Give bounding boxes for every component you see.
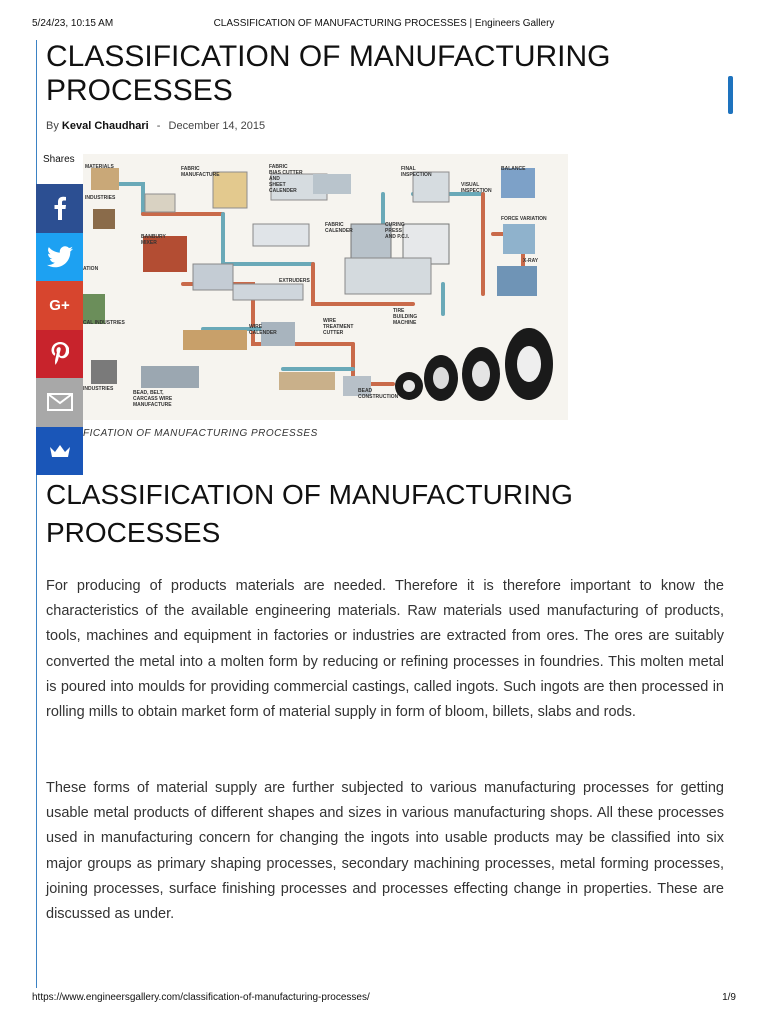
section-title: CLASSIFICATION OF MANUFACTURING PROCESSES — [46, 479, 573, 548]
facebook-icon — [53, 196, 67, 220]
facebook-share-button[interactable] — [36, 184, 83, 233]
pinterest-share-button[interactable] — [36, 330, 83, 379]
svg-text:BANBURY: BANBURY — [141, 234, 166, 240]
svg-text:CALENDER: CALENDER — [249, 330, 277, 336]
google-plus-icon: G+ — [49, 296, 70, 314]
svg-text:WIRE: WIRE — [249, 324, 263, 330]
post-title: CLASSIFICATION OF MANUFACTURING PROCESSES — [46, 40, 611, 107]
manufacturing-process-illustration — [83, 154, 568, 420]
svg-text:EXTRUDERS: EXTRUDERS — [279, 278, 310, 284]
svg-text:TIRE: TIRE — [393, 308, 405, 314]
side-scroll-tab[interactable] — [728, 76, 733, 114]
social-share-bar — [36, 184, 83, 475]
svg-text:INDUSTRIES: INDUSTRIES — [83, 386, 114, 392]
twitter-share-button[interactable] — [36, 233, 83, 282]
shares-label: Shares — [43, 154, 75, 165]
left-border-rule — [36, 40, 37, 988]
crown-icon — [48, 443, 72, 459]
svg-text:MATERIALS: MATERIALS — [85, 164, 114, 170]
svg-text:CUTTER: CUTTER — [323, 330, 344, 336]
svg-text:MANUFACTURE: MANUFACTURE — [181, 172, 220, 178]
svg-text:AND: AND — [269, 176, 280, 182]
article-paragraph-1: For producing of products materials are needed. Therefore it is therefore important to know the characteristics of the available engineering materials. Raw materials used manufacturing of products, tools, machines and equipment in factories or industries are extracted from ores. The ores are suitably converted the metal into a molten form by reducing or refining processes in foundries. This molten metal is poured into moulds for providing commercial castings, called ingots. Such ingots are then processed in rolling mills to obtain market form of material supply in form of bloom, billets, slabs and rods. — [46, 578, 724, 721]
svg-text:WIRE: WIRE — [323, 318, 337, 324]
print-header — [32, 18, 736, 32]
svg-text:BUILDING: BUILDING — [393, 314, 418, 320]
svg-text:CAL INDUSTRIES: CAL INDUSTRIES — [83, 320, 125, 326]
svg-text:VISUAL: VISUAL — [461, 182, 480, 188]
svg-text:BEAD, BELT,: BEAD, BELT, — [133, 390, 164, 396]
byline-by: By — [46, 120, 59, 132]
google-plus-share-button[interactable] — [36, 281, 83, 330]
sumo-share-button[interactable] — [36, 427, 83, 476]
envelope-icon — [47, 393, 73, 411]
svg-text:INSPECTION: INSPECTION — [401, 172, 432, 178]
print-datetime: 5/24/23, 10:15 AM — [32, 18, 114, 29]
article-paragraph-2: These forms of material supply are further subjected to various manufacturing processes for getting usable metal products of different shapes and sizes in various manufacturing shops. All these processes used in manufacturing concern for changing the ingots into usable products may be classified into six major groups as primary shaping processes, secondary machining processes, metal forming processes, joining processes, surface finishing processes and processes effecting change in properties. These are discussed as under. — [46, 780, 724, 923]
svg-text:BEAD: BEAD — [358, 388, 373, 394]
figure-caption: FICATION OF MANUFACTURING PROCESSES — [83, 428, 318, 439]
svg-text:FINAL: FINAL — [401, 166, 416, 172]
svg-text:CURING: CURING — [385, 222, 405, 228]
svg-text:SHEET: SHEET — [269, 182, 286, 188]
svg-text:INDUSTRIES: INDUSTRIES — [85, 195, 116, 201]
svg-text:CALENDER: CALENDER — [269, 188, 297, 194]
author-link[interactable]: Keval Chaudhari — [61, 120, 149, 132]
svg-text:AND P.C.I.: AND P.C.I. — [385, 234, 410, 240]
svg-text:X-RAY: X-RAY — [523, 258, 539, 264]
print-page-title: CLASSIFICATION OF MANUFACTURING PROCESSES | Engineers Gallery — [213, 18, 555, 29]
byline-separator: - — [156, 120, 161, 132]
post-date: December 14, 2015 — [168, 120, 266, 132]
svg-text:BIAS CUTTER: BIAS CUTTER — [269, 170, 303, 176]
svg-text:FABRIC: FABRIC — [181, 166, 200, 172]
svg-text:TREATMENT: TREATMENT — [323, 324, 354, 330]
svg-text:FABRIC: FABRIC — [325, 222, 344, 228]
svg-text:CALENDER: CALENDER — [325, 228, 353, 234]
svg-text:BALANCE: BALANCE — [501, 166, 526, 172]
email-share-button[interactable] — [36, 378, 83, 427]
svg-text:MANUFACTURE: MANUFACTURE — [133, 402, 172, 408]
page-number: 1/9 — [722, 992, 736, 1003]
svg-text:CARCASS WIRE: CARCASS WIRE — [133, 396, 173, 402]
twitter-icon — [47, 246, 73, 268]
svg-text:MIXER: MIXER — [141, 240, 157, 246]
svg-text:INSPECTION: INSPECTION — [461, 188, 492, 194]
svg-text:MACHINE: MACHINE — [393, 320, 417, 326]
svg-text:FABRIC: FABRIC — [269, 164, 288, 170]
svg-text:CONSTRUCTION: CONSTRUCTION — [358, 394, 399, 400]
svg-text:PRESS: PRESS — [385, 228, 402, 234]
byline — [46, 120, 265, 132]
pinterest-icon — [51, 342, 69, 366]
page-url: https://www.engineersgallery.com/classification-of-manufacturing-processes/ — [32, 992, 370, 1003]
svg-text:ATION: ATION — [83, 266, 99, 272]
svg-text:FORCE VARIATION: FORCE VARIATION — [501, 216, 547, 222]
